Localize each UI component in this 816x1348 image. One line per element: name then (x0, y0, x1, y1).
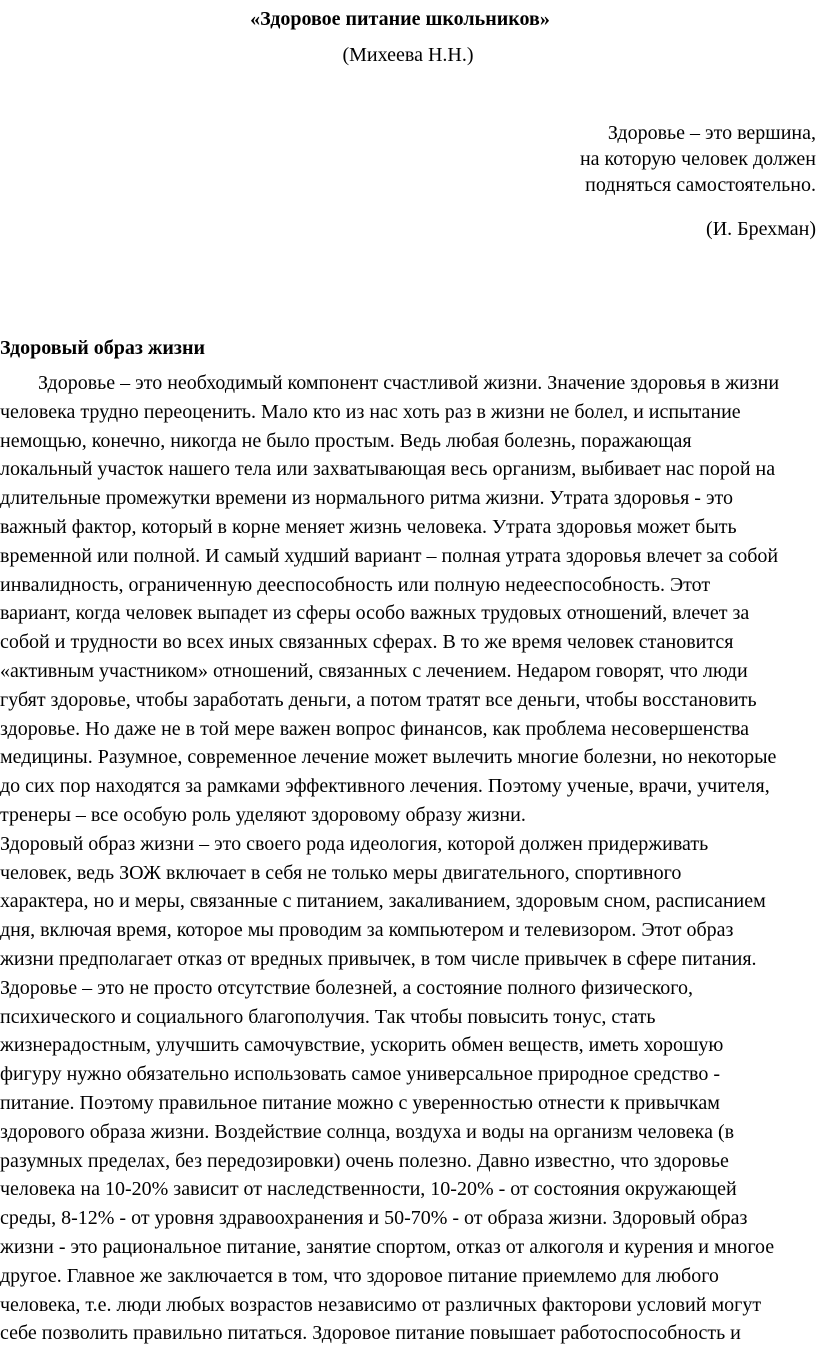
body-line: жизни предполагает отказ от вредных привычек, в том числе привычек в сфере питания. (0, 947, 757, 970)
body-line: губят здоровье, чтобы заработать деньги, а потом тратят все деньги, чтобы восстановить (0, 688, 757, 711)
body-line: Здоровье – это не просто отсутствие болезней, а состояние полного физического, (0, 976, 694, 999)
body-line: собой и трудности во всех иных связанных сферах. В то же время человек становится (0, 631, 734, 654)
document-title: «Здоровое питание школьников» (250, 8, 550, 30)
section-heading: Здоровый образ жизни (0, 337, 206, 359)
body-line: человека, т.е. люди любых возрастов независимо от различных факторови условий могут (0, 1293, 762, 1316)
body-line: человека трудно переоценить. Мало кто из нас хоть раз в жизни не болел, и испытание (0, 400, 741, 423)
body-line: человека на 10-20% зависит от наследственности, 10-20% - от состояния окружающей (0, 1178, 737, 1201)
body-line: Здоровье – это необходимый компонент счастливой жизни. Значение здоровья в жизни (38, 372, 780, 394)
epigraph-line: Здоровье – это вершина, (607, 122, 816, 144)
body-text (0, 369, 816, 1348)
body-line: Здоровый образ жизни – это своего рода идеология, которой должен придерживать (0, 832, 709, 855)
body-line: человек, ведь ЗОЖ включает в себя не только меры двигательного, спортивного (0, 861, 682, 884)
epigraph-attribution: (И. Брехман) (706, 218, 816, 240)
epigraph-line: на которую человек должен (579, 148, 816, 170)
body-line: «активным участником» отношений, связанных с лечением. Недаром говорят, что люди (0, 659, 748, 682)
body-line: жизнерадостным, улучшить самочувствие, ускорить обмен веществ, иметь хорошую (0, 1034, 724, 1057)
body-line: длительные промежутки времени из нормального ритма жизни. Утрата здоровья - это (0, 487, 734, 510)
document-author: (Михеева Н.Н.) (342, 44, 474, 66)
body-line: важный фактор, который в корне меняет жизнь человека. Утрата здоровья может быть (0, 515, 737, 538)
body-line: другое. Главное же заключается в том, что здоровое питание приемлемо для любого (0, 1264, 719, 1287)
body-line: фигуру нужно обязательно использовать самое универсальное природное средство - (0, 1063, 720, 1086)
body-line: разумных пределах, без передозировки) очень полезно. Давно известно, что здоровье (0, 1149, 729, 1172)
body-line: питание. Поэтому правильное питание можно с уверенностью отнести к привычкам (0, 1091, 720, 1114)
body-line: характера, но и меры, связанные с питанием, закаливанием, здоровым сном, расписанием (0, 890, 766, 913)
body-line: здоровье. Но даже не в той мере важен вопрос финансов, как проблема несовершенства (0, 717, 749, 740)
body-line: вариант, когда человек выпадет из сферы особо важных трудовых отношений, влечет за (0, 602, 750, 625)
body-line: психического и социального благополучия. Так чтобы повысить тонус, стать (0, 1005, 656, 1028)
body-line: медицины. Разумное, современное лечение может вылечить многие болезни, но некоторые (0, 746, 777, 769)
body-line: среды, 8-12% - от уровня здравоохранения и 50-70% - от образа жизни. Здоровый образ (0, 1207, 748, 1230)
body-line: дня, включая время, которое мы проводим за компьютером и телевизором. Этот образ (0, 919, 734, 942)
epigraph (396, 120, 816, 242)
body-line: инвалидность, ограниченную дееспособность или полную недееспособность. Этот (0, 573, 711, 596)
body-line: локальный участок нашего тела или захватывающая весь организм, выбивает нас порой на (0, 458, 776, 481)
body-line: временной или полной. И самый худший вариант – полная утрата здоровья влечет за собой (0, 544, 779, 567)
body-line: тренеры – все особую роль уделяют здоровому образу жизни. (0, 803, 526, 826)
body-line: немощью, конечно, никогда не было простым. Ведь любая болезнь, поражающая (0, 429, 692, 452)
body-line: жизни - это рациональное питание, занятие спортом, отказ от алкоголя и курения и многое (0, 1235, 775, 1258)
body-line: здорового образа жизни. Воздействие солнца, воздуха и воды на организм человека (в (0, 1120, 735, 1143)
epigraph-line: подняться самостоятельно. (585, 174, 816, 196)
body-line: себе позволить правильно питаться. Здоровое питание повышает работоспособность и (0, 1322, 741, 1345)
body-line: до сих пор находятся за рамками эффективного лечения. Поэтому ученые, врачи, учителя, (0, 775, 770, 798)
